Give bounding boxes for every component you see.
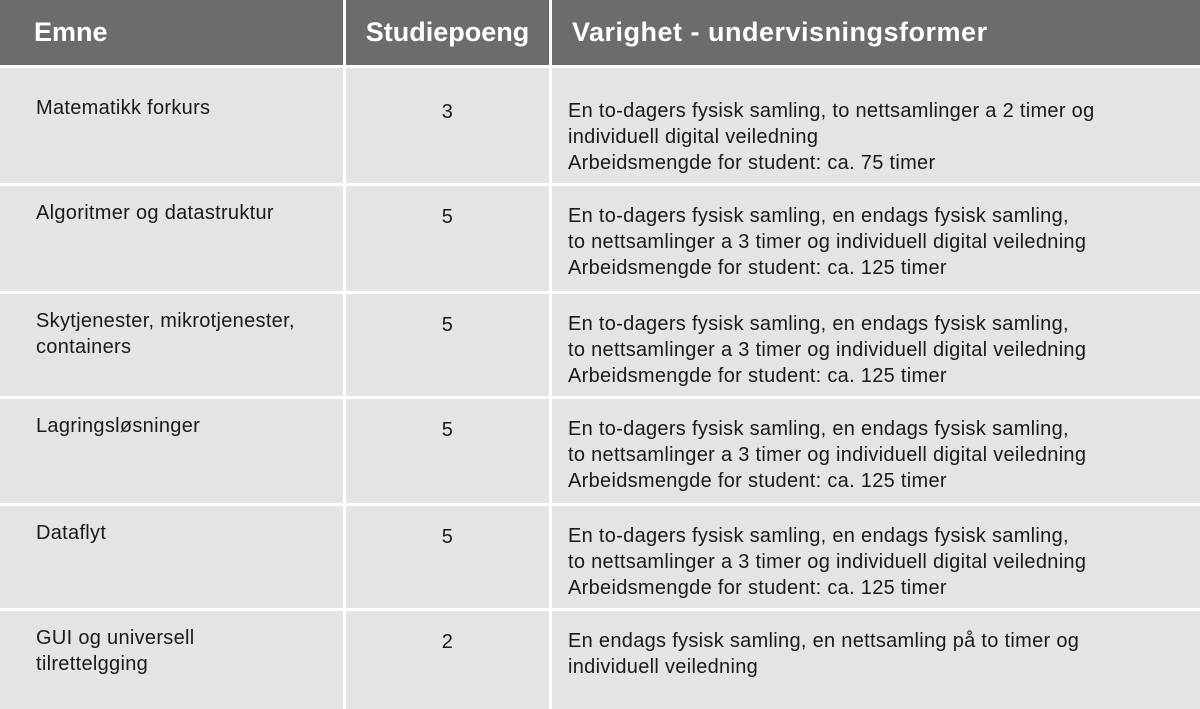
studiepoeng-value: 5 (441, 314, 454, 336)
varighet-text: to nettsamlinger a 3 timer og individuell digital veiledning (568, 231, 1087, 253)
emne-text: Skytjenester, mikrotjenester, (36, 310, 295, 332)
cell-emne (0, 186, 343, 291)
varighet-text: individuell digital veiledning (568, 126, 819, 148)
varighet-text: Arbeidsmengde for student: ca. 125 timer (568, 257, 947, 279)
varighet-text: Arbeidsmengde for student: ca. 75 timer (568, 152, 936, 174)
varighet-text: individuell veiledning (568, 656, 759, 678)
varighet-text: En to-dagers fysisk samling, en endags fysisk samling, (568, 205, 1069, 227)
cell-varighet (552, 294, 1200, 396)
studiepoeng-value: 5 (441, 419, 454, 441)
emne-text: Matematikk forkurs (36, 97, 211, 119)
header-varighet: Varighet - undervisningsformer (552, 0, 1200, 65)
varighet-text: Arbeidsmengde for student: ca. 125 timer (568, 470, 947, 492)
cell-emne (0, 611, 343, 709)
varighet-text: Arbeidsmengde for student: ca. 125 timer (568, 365, 947, 387)
cell-varighet (552, 611, 1200, 709)
studiepoeng-value: 5 (441, 206, 454, 228)
studiepoeng-value: 2 (441, 631, 454, 653)
cell-studiepoeng (346, 506, 549, 608)
emne-text: containers (36, 336, 132, 358)
cell-varighet (552, 506, 1200, 608)
cell-varighet (552, 399, 1200, 503)
cell-emne (0, 399, 343, 503)
varighet-text: Arbeidsmengde for student: ca. 125 timer (568, 577, 947, 599)
cell-studiepoeng (346, 294, 549, 396)
cell-varighet (552, 186, 1200, 291)
studiepoeng-value: 5 (441, 526, 454, 548)
cell-studiepoeng (346, 186, 549, 291)
header-studiepoeng: Studiepoeng (346, 0, 549, 65)
cell-emne (0, 506, 343, 608)
header-emne: Emne (0, 0, 343, 65)
varighet-text: to nettsamlinger a 3 timer og individuell digital veiledning (568, 339, 1087, 361)
varighet-text: to nettsamlinger a 3 timer og individuell digital veiledning (568, 551, 1087, 573)
varighet-text: En endags fysisk samling, en nettsamling på to timer og (568, 630, 1080, 652)
varighet-text: En to-dagers fysisk samling, en endags fysisk samling, (568, 418, 1069, 440)
varighet-text: En to-dagers fysisk samling, to nettsamlinger a 2 timer og (568, 100, 1095, 122)
studiepoeng-value: 3 (441, 101, 454, 123)
cell-studiepoeng (346, 611, 549, 709)
emne-text: Dataflyt (36, 522, 107, 544)
varighet-text: to nettsamlinger a 3 timer og individuell digital veiledning (568, 444, 1087, 466)
emne-text: Algoritmer og datastruktur (36, 202, 274, 224)
emne-text: Lagringsløsninger (36, 415, 201, 437)
cell-varighet (552, 68, 1200, 183)
cell-emne (0, 294, 343, 396)
emne-text: tilrettelgging (36, 653, 149, 675)
cell-studiepoeng (346, 68, 549, 183)
cell-emne (0, 68, 343, 183)
cell-studiepoeng (346, 399, 549, 503)
varighet-text: En to-dagers fysisk samling, en endags fysisk samling, (568, 525, 1069, 547)
varighet-text: En to-dagers fysisk samling, en endags fysisk samling, (568, 313, 1069, 335)
emne-text: GUI og universell (36, 627, 195, 649)
